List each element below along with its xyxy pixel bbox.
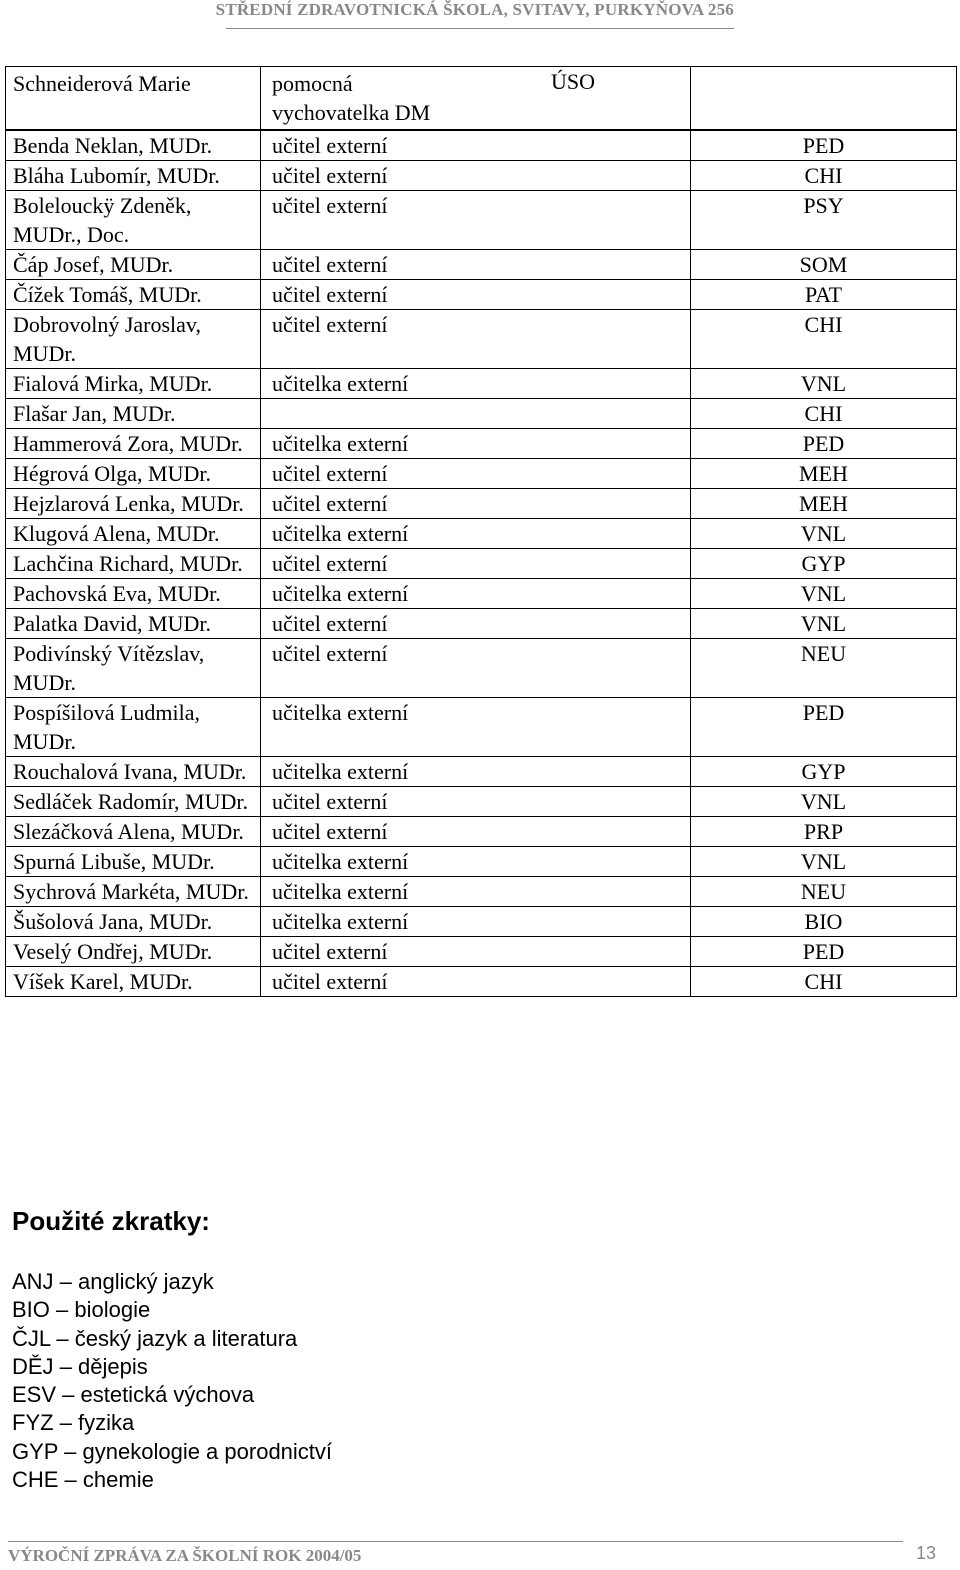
- staff-role: učitel externí: [261, 937, 691, 967]
- table-row: [6, 549, 957, 579]
- staff-name: Hammerová Zora, MUDr.: [6, 429, 261, 459]
- staff-role: učitel externí: [261, 130, 691, 161]
- table-row: [6, 757, 957, 787]
- table-row: [6, 161, 957, 191]
- footer-report-title: VÝROČNÍ ZPRÁVA ZA ŠKOLNÍ ROK 2004/05: [8, 1546, 362, 1565]
- staff-role: učitel externí: [261, 817, 691, 847]
- staff-subject-code: CHI: [691, 161, 957, 191]
- staff-name: Spurná Libuše, MUDr.: [6, 847, 261, 877]
- staff-subject-code: NEU: [691, 877, 957, 907]
- footer-divider: [8, 1541, 903, 1542]
- staff-name: Fialová Mirka, MUDr.: [6, 369, 261, 399]
- table-row: [6, 67, 957, 131]
- staff-role: učitelka externí: [261, 429, 691, 459]
- staff-role: učitel externí: [261, 459, 691, 489]
- abbreviation-item: DĚJ – dějepis: [12, 1353, 148, 1379]
- staff-subject-code: PED: [691, 937, 957, 967]
- abbreviation-item: BIO – biologie: [12, 1297, 151, 1323]
- staff-name: Klugová Alena, MUDr.: [6, 519, 261, 549]
- staff-role: učitel externí: [261, 609, 691, 639]
- staff-name: Slezáčková Alena, MUDr.: [6, 817, 261, 847]
- staff-name: Pachovská Eva, MUDr.: [6, 579, 261, 609]
- staff-name: Schneiderová Marie: [6, 67, 261, 131]
- table-row: [6, 429, 957, 459]
- table-row: [6, 579, 957, 609]
- staff-subject-code: PRP: [691, 817, 957, 847]
- abbreviation-item: GYP – gynekologie a porodnictví: [12, 1438, 333, 1464]
- staff-name: Hejzlarová Lenka, MUDr.: [6, 489, 261, 519]
- table-row: [6, 310, 957, 369]
- staff-name: Čížek Tomáš, MUDr.: [6, 280, 261, 310]
- staff-role: učitelka externí: [261, 369, 691, 399]
- staff-role: učitel externí: [261, 250, 691, 280]
- abbreviations-title: Použité zkratky:: [12, 1206, 210, 1236]
- staff-role: učitel externí: [261, 161, 691, 191]
- abbreviation-item: ESV – estetická výchova: [12, 1382, 255, 1408]
- table-row: [6, 847, 957, 877]
- staff-name: Pospíšilová Ludmila, MUDr.: [6, 698, 261, 757]
- staff-subject-code: PED: [691, 698, 957, 757]
- staff-subject-code: MEH: [691, 489, 957, 519]
- staff-name: Rouchalová Ivana, MUDr.: [6, 757, 261, 787]
- staff-subject-code: BIO: [691, 907, 957, 937]
- staff-subject-code: NEU: [691, 639, 957, 698]
- header-divider: [226, 28, 734, 29]
- table-row: [6, 609, 957, 639]
- staff-name: Palatka David, MUDr.: [6, 609, 261, 639]
- staff-role: učitel externí: [261, 310, 691, 369]
- staff-role: učitelka externí: [261, 698, 691, 757]
- table-row: [6, 519, 957, 549]
- staff-subject-code: CHI: [691, 399, 957, 429]
- staff-subject-code: VNL: [691, 847, 957, 877]
- staff-subject-code: PED: [691, 429, 957, 459]
- staff-table-body: [6, 67, 957, 997]
- staff-role: učitelka externí: [261, 847, 691, 877]
- table-row: [6, 967, 957, 997]
- table-row: [6, 907, 957, 937]
- table-row: [6, 639, 957, 698]
- table-row: [6, 817, 957, 847]
- staff-role: učitel externí: [261, 639, 691, 698]
- staff-name: Šušolová Jana, MUDr.: [6, 907, 261, 937]
- table-row: [6, 130, 957, 161]
- table-row: [6, 399, 957, 429]
- page-number: 13: [916, 1543, 937, 1563]
- table-row: [6, 937, 957, 967]
- staff-name: Sedláček Radomír, MUDr.: [6, 787, 261, 817]
- staff-subject-code: GYP: [691, 757, 957, 787]
- staff-subject-code: VNL: [691, 609, 957, 639]
- staff-subject-code: PSY: [691, 191, 957, 250]
- staff-role-cell: [261, 67, 691, 131]
- staff-subject-code: VNL: [691, 369, 957, 399]
- staff-department: ÚSO: [551, 69, 596, 94]
- staff-role: učitel externí: [261, 280, 691, 310]
- table-row: [6, 280, 957, 310]
- abbreviation-item: CHE – chemie: [12, 1467, 154, 1493]
- staff-name: Podivínský Vítězslav, MUDr.: [6, 639, 261, 698]
- table-row: [6, 877, 957, 907]
- staff-subject-code: CHI: [691, 310, 957, 369]
- page-header: STŘEDNÍ ZDRAVOTNICKÁ ŠKOLA, SVITAVY, PURKYŇOVA 256: [215, 0, 734, 19]
- staff-subject-code: PED: [691, 130, 957, 161]
- staff-name: Dobrovolný Jaroslav, MUDr.: [6, 310, 261, 369]
- staff-subject-code: GYP: [691, 549, 957, 579]
- staff-name: Sychrová Markéta, MUDr.: [6, 877, 261, 907]
- staff-name: Benda Neklan, MUDr.: [6, 130, 261, 161]
- abbreviation-item: ČJL – český jazyk a literatura: [12, 1325, 298, 1351]
- staff-role: učitel externí: [261, 489, 691, 519]
- abbreviations-list: [12, 1268, 332, 1494]
- staff-subject-code: VNL: [691, 787, 957, 817]
- staff-name: Lachčina Richard, MUDr.: [6, 549, 261, 579]
- staff-name: Hégrová Olga, MUDr.: [6, 459, 261, 489]
- staff-name: Veselý Ondřej, MUDr.: [6, 937, 261, 967]
- staff-subject-code: VNL: [691, 579, 957, 609]
- staff-role: učitelka externí: [261, 757, 691, 787]
- table-row: [6, 250, 957, 280]
- staff-subject-code: PAT: [691, 280, 957, 310]
- staff-name: Bláha Lubomír, MUDr.: [6, 161, 261, 191]
- staff-role: učitelka externí: [261, 877, 691, 907]
- staff-name: Čáp Josef, MUDr.: [6, 250, 261, 280]
- staff-subject-code: [691, 67, 957, 131]
- staff-role: pomocná vychovatelka DM: [272, 71, 431, 125]
- staff-role: učitel externí: [261, 787, 691, 817]
- staff-name: Bolelouckÿ Zdeněk, MUDr., Doc.: [6, 191, 261, 250]
- table-row: [6, 698, 957, 757]
- abbreviation-item: FYZ – fyzika: [12, 1410, 135, 1436]
- table-row: [6, 459, 957, 489]
- staff-role: [261, 399, 691, 429]
- table-row: [6, 191, 957, 250]
- staff-subject-code: MEH: [691, 459, 957, 489]
- staff-role: učitelka externí: [261, 907, 691, 937]
- staff-subject-code: SOM: [691, 250, 957, 280]
- staff-name: Flašar Jan, MUDr.: [6, 399, 261, 429]
- staff-subject-code: CHI: [691, 967, 957, 997]
- staff-role: učitel externí: [261, 191, 691, 250]
- abbreviation-item: ANJ – anglický jazyk: [12, 1269, 214, 1294]
- table-row: [6, 787, 957, 817]
- staff-role: učitel externí: [261, 549, 691, 579]
- staff-role: učitelka externí: [261, 519, 691, 549]
- staff-role: učitelka externí: [261, 579, 691, 609]
- staff-name: Víšek Karel, MUDr.: [6, 967, 261, 997]
- staff-table: [5, 66, 957, 997]
- table-row: [6, 489, 957, 519]
- table-row: [6, 369, 957, 399]
- staff-subject-code: VNL: [691, 519, 957, 549]
- staff-role: učitel externí: [261, 967, 691, 997]
